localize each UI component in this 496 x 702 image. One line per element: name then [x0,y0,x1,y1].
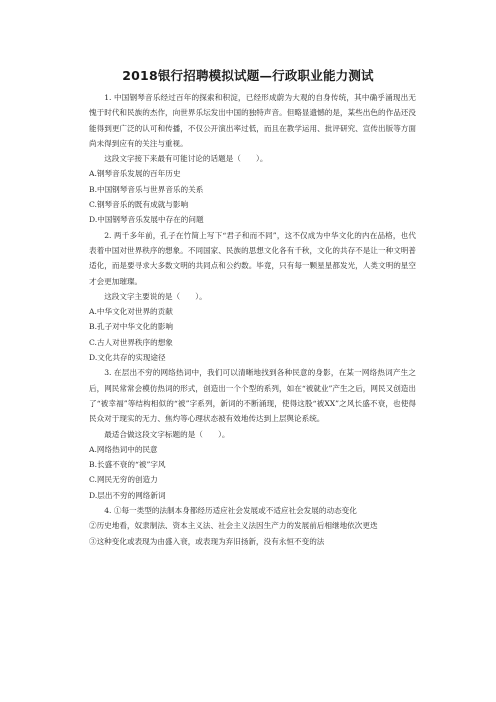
document-title: 2018银行招聘模拟试题—行政职业能力测试 [122,68,374,83]
option-b: B.孔子对中华文化的影响 [89,322,173,332]
question-2 [89,228,416,366]
option-d: D.文化共存的实现途径 [89,353,166,363]
option-b: B.长盛不衰的“被”字风 [89,460,166,470]
question-prompt: 这段文字主要说的是（ ）。 [104,291,207,301]
option-a: A.钢琴音乐发展的百年历史 [89,169,181,179]
option-c: C.钢琴音乐的既有成就与影响 [89,200,189,210]
option-c: C.古人对世界秩序的想象 [89,337,173,347]
question-passage: 3. 在层出不穷的网络热词中，我们可以清晰地找到各种民意的身影，在某一网络热词产生之后，网民常常会模仿热词的形式，创造出一个个型的系列，如在“被就业”产生之后，网民又创造出了“被幸福”等结构相似的“被”字系列，新词的不断涌现，使得这股“被XX”之风长盛不衰，也使得民众对于现实的无力、焦灼等心理状态被有效地传达到上层舆论系统。 [89,368,416,424]
statement-line: 4. ①每一类型的法制本身都经历适应社会发展或不适应社会发展的动态变化 [104,506,357,516]
option-d: D.层出不穷的网络新词 [89,490,166,500]
option-d: D.中国钢琴音乐发展中存在的问题 [89,215,204,225]
statement-line: ③这种变化或表现为由盛入衰，或表现为弃旧扬新，没有永恒不变的法 [89,536,325,546]
question-4 [89,503,416,549]
question-1 [89,90,416,228]
question-prompt: 最适合做这段文字标题的是（ ）。 [104,429,230,439]
question-passage: 1. 中国钢琴音乐经过百年的探索和积淀，已经形成蔚为大观的自身传统，其中确乎涌现出无愧于时代和民族的杰作，向世界乐坛发出中国的独特声音。但略显遗憾的是，某些出色的作品还没能得到更广泛的认可和传播，不仅公开演出率过低，而且在教学运用、批评研究、宣传出版等方面尚未得到应有的关注与重视。 [89,93,416,148]
option-a: A.网络热词中的民意 [89,444,158,454]
statement-line: ②历史地看，奴隶制法、资本主义法、社会主义法因生产力的发展前后相继地依次更迭 [89,521,378,531]
question-prompt: 这段文字接下来最有可能讨论的话题是（ ）。 [104,154,268,164]
option-a: A.中华文化对世界的贡献 [89,307,173,317]
option-b: B.中国钢琴音乐与世界音乐的关系 [89,184,204,194]
document-body [89,90,416,549]
option-c: C.网民无穷的创造力 [89,475,158,485]
question-3 [89,365,416,503]
question-passage: 2. 两千多年前，孔子在竹简上写下“君子和而不同”，这不仅成为中华文化的内在品格，也代表着中国对世界秩序的想象。不同国家、民族的思想文化各有千秋，文化的共存不是让一种文明普适化，而是要寻求大多数文明的共同点和公约数。毕竟，只有每一颗星星都发光，人类文明的星空才会更加璀璨。 [89,230,416,286]
